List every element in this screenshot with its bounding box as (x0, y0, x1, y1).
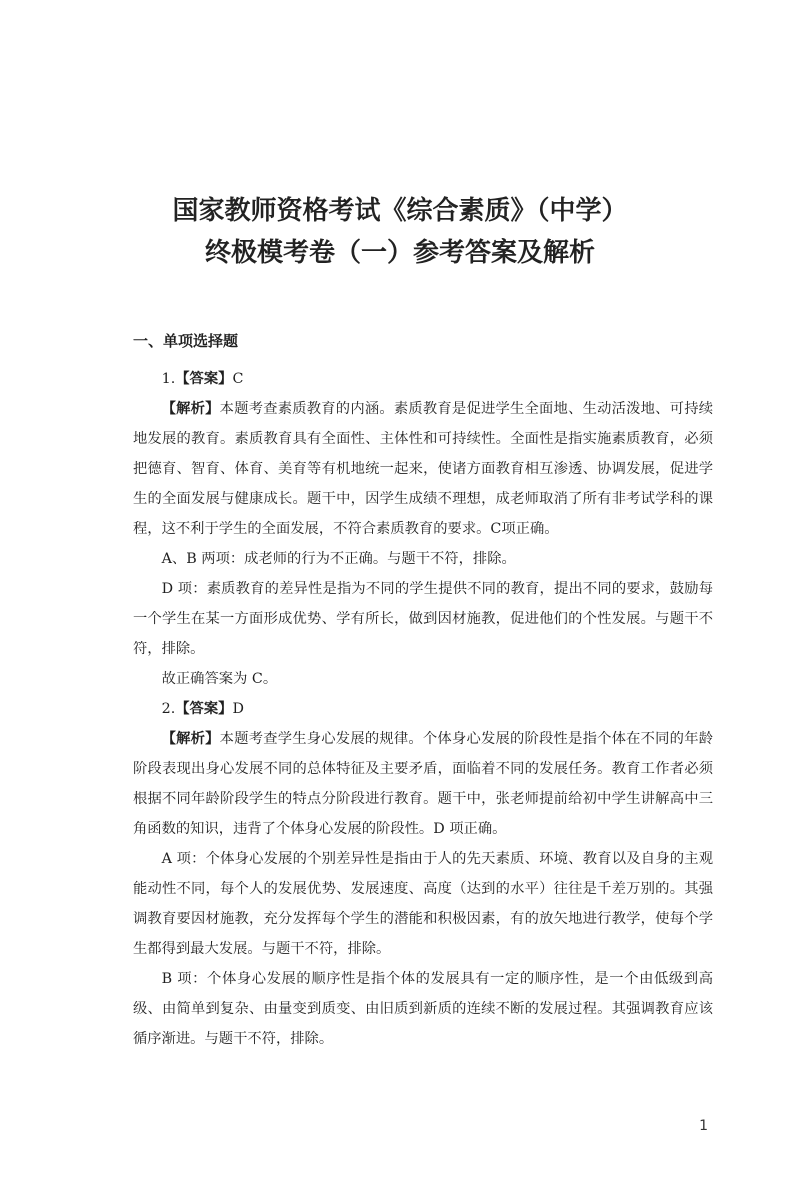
section-heading: 一、单项选择题 (133, 332, 239, 350)
q2-answer (133, 694, 713, 724)
q1-answer-value: C (232, 371, 244, 387)
q1-option-d: D 项：素质教育的差异性是指为不同的学生提供不同的教育，提出不同的要求，鼓励每一个学生在某一方面形成优势、学有所长，做到因材施教，促进他们的个性发展。与题干不符，排除。 (133, 581, 713, 657)
q2-analysis-tag: 【解析】 (161, 731, 220, 747)
q1-answer-tag: 【答案】 (175, 371, 233, 387)
q2-option-a: A 项：个体身心发展的个别差异性是指由于人的先天素质、环境、教育以及自身的主观能动性不同，每个人的发展优势、发展速度、高度（达到的水平）往往是千差万别的。其强调教育要因材施教，充分发挥每个学生的潜能和积极因素，有的放矢地进行教学，使每个学生都得到最大发展。与题干不符，排除。 (133, 851, 713, 957)
q2-number: 2. (161, 701, 176, 717)
q2-analysis-text: 本题考查学生身心发展的规律。个体身心发展的阶段性是指个体在不同的年龄阶段表现出身心发展不同的总体特征及主要矛盾，面临着不同的发展任务。教育工作者必须根据不同年龄阶段学生的特点分阶段进行教育。题干中，张老师提前给初中学生讲解高中三角函数的知识，违背了个体身心发展的阶段性。D 项正确。 (133, 731, 714, 837)
q2-answer-tag: 【答案】 (175, 701, 233, 717)
q1-analysis-text: 本题考查素质教育的内涵。素质教育是促进学生全面地、生动活泼地、可持续地发展的教育。素质教育具有全面性、主体性和可持续性。全面性是指实施素质教育，必须把德育、智育、体育、美育等有机地统一起来，使诸方面教育相互渗透、协调发展，促进学生的全面发展与健康成长。题干中，因学生成绩不理想，成老师取消了所有非考试学科的课程，这不利于学生的全面发展，不符合素质教育的要求。C项正确。 (133, 401, 714, 537)
q1-conclusion: 故正确答案为 C。 (161, 671, 278, 687)
q1-number: 1. (161, 371, 176, 387)
document-title-line2: 终极模考卷（一）参考答案及解析 (204, 238, 595, 268)
page-number: 1 (699, 1118, 708, 1134)
q2-analysis (133, 724, 713, 844)
document-body (133, 364, 713, 1054)
document-title-line1: 国家教师资格考试《综合素质》（中学） (172, 196, 628, 226)
q1-analysis (133, 394, 713, 544)
q2-answer-value: D (232, 701, 244, 717)
q1-option-ab: A、B 两项：成老师的行为不正确。与题干不符，排除。 (161, 551, 516, 567)
q1-answer (133, 364, 713, 394)
q2-option-b: B 项：个体身心发展的顺序性是指个体的发展具有一定的顺序性，是一个由低级到高级、由简单到复杂、由量变到质变、由旧质到新质的连续不断的发展过程。其强调教育应该循序渐进。与题干不符，排除。 (133, 971, 713, 1047)
q1-analysis-tag: 【解析】 (161, 401, 220, 417)
